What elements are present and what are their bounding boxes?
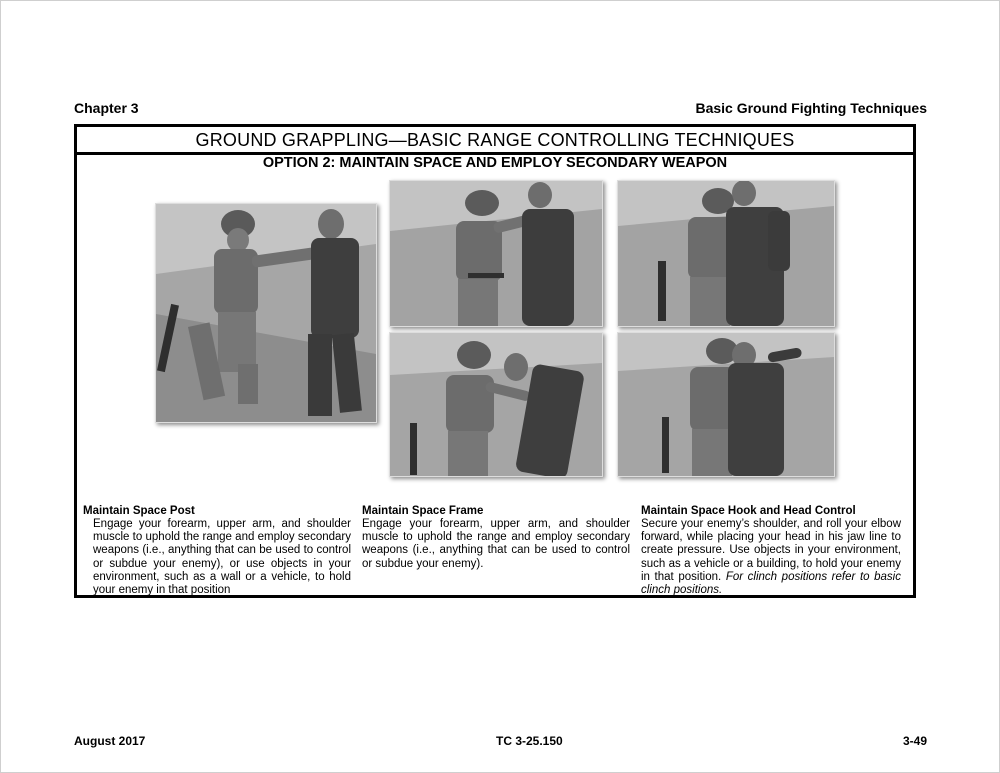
column-heading: Maintain Space Frame	[362, 505, 484, 517]
column-heading: Maintain Space Post	[83, 505, 195, 517]
figure-title: GROUND GRAPPLING—BASIC RANGE CONTROLLING TECHNIQUES	[77, 127, 913, 155]
photo-maintain-space-post	[155, 203, 377, 423]
column-note: For clinch positions refer to basic clinch positions.	[641, 570, 901, 597]
figure-frame	[74, 124, 916, 598]
column-body: Engage your forearm, upper arm, and shoulder muscle to uphold the range and employ secondary weapons (i.e., anything that can be used to control or subdue your enemy), or use objects in your environment, such as a wall or a vehicle, to hold your enemy in that position	[93, 518, 351, 597]
photo-maintain-space-hook-1	[617, 180, 835, 327]
footer-publication: TC 3-25.150	[496, 734, 563, 748]
column-body: Secure your enemy’s shoulder, and roll your elbow forward, while placing your head in his jaw line to create pressure. Use objects in your environment, such as a vehicle or a building, to hold your enemy in that position. For clinch positions refer to basic clinch positions.	[641, 518, 901, 597]
figure-subtitle: OPTION 2: MAINTAIN SPACE AND EMPLOY SECONDARY WEAPON	[262, 155, 728, 171]
chapter-label: Chapter 3	[74, 100, 139, 116]
column-heading: Maintain Space Hook and Head Control	[641, 505, 856, 517]
column-maintain-space-frame	[362, 504, 630, 571]
column-body: Engage your forearm, upper arm, and shoulder muscle to uphold the range and employ secondary weapons (i.e., anything that can be used to control or subdue your enemy).	[362, 518, 630, 570]
column-maintain-space-hook	[641, 504, 901, 597]
footer-page-number: 3-49	[902, 734, 927, 748]
photo-maintain-space-hook-2	[617, 332, 835, 477]
photo-maintain-space-frame-2	[389, 332, 603, 477]
footer-date: August 2017	[74, 734, 146, 748]
section-title: Basic Ground Fighting Techniques	[695, 100, 927, 116]
photo-maintain-space-frame-1	[389, 180, 603, 327]
column-maintain-space-post	[83, 504, 351, 597]
